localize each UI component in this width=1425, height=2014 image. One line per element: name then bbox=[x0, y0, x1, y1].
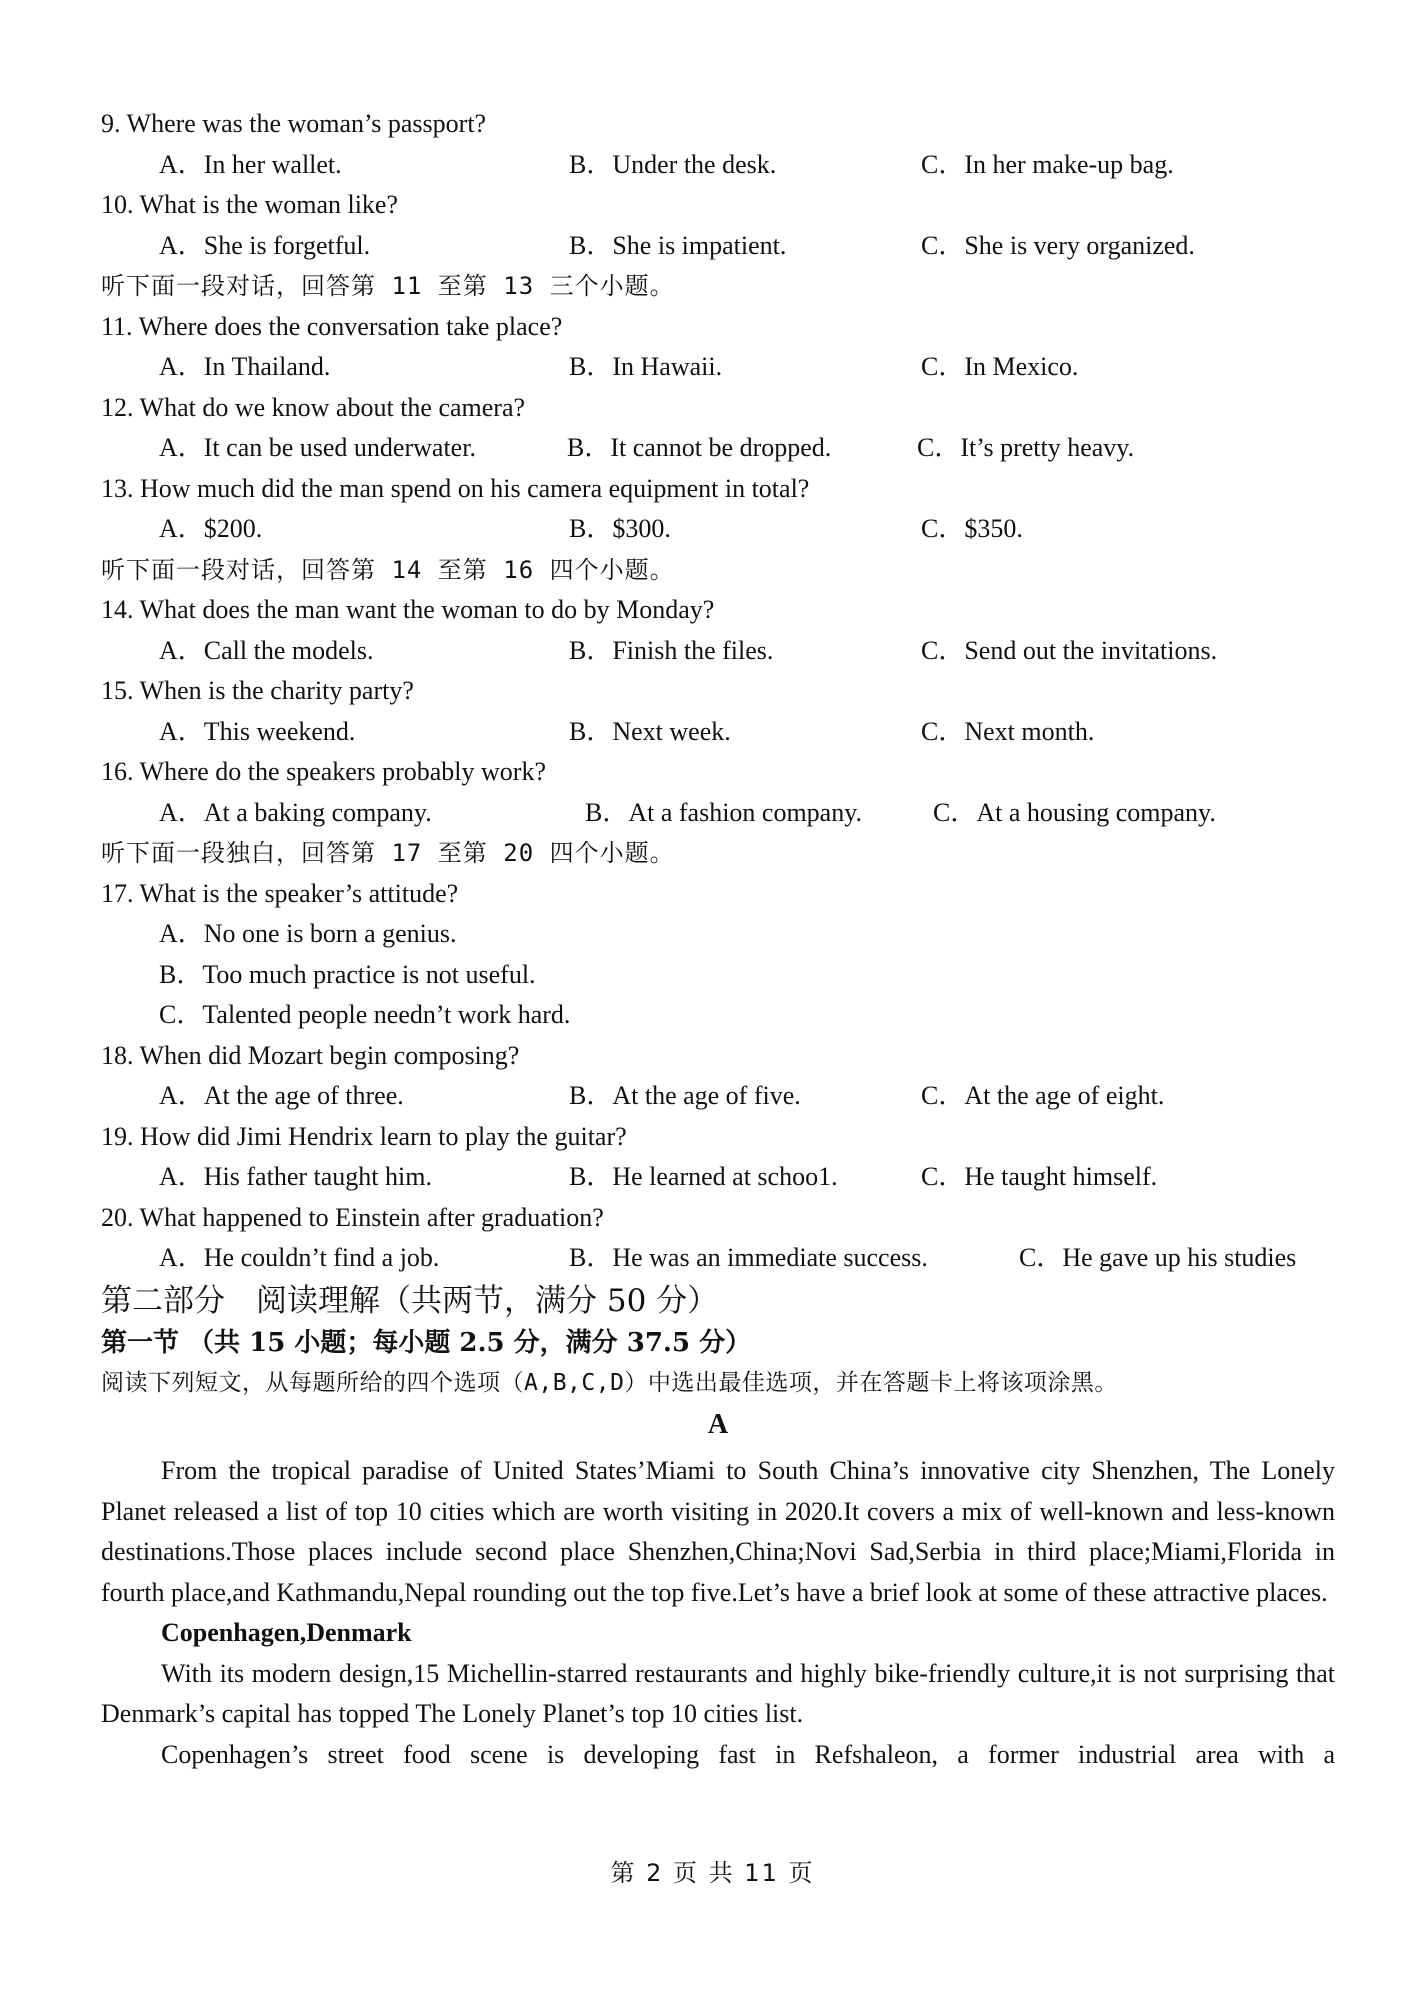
question-17: 17. What is the speaker’s attitude? bbox=[101, 878, 459, 908]
option-c: C．It’s pretty heavy. bbox=[917, 433, 1135, 462]
option-b: B．Next week. bbox=[569, 716, 731, 746]
option-a: A．At a baking company. bbox=[159, 797, 432, 827]
passage-paragraph-1: From the tropical paradise of United States’Miami to South China’s innovative city Shenzhen, The Lonely Planet released a list of top 10 cities which are worth visiting in 2020.It covers a mix of well-known and less-known destinations.Those places include second place Shenzhen,China;Novi Sad,Serbia in third place;Miami,Florida in fourth place,and Kathmandu,Nepal rounding out the top five.Let’s have a brief look at some of these attractive places. bbox=[101, 1456, 1335, 1607]
option-b: B．He was an immediate success. bbox=[569, 1243, 928, 1272]
option-b: B．In Hawaii. bbox=[569, 352, 723, 381]
option-a: A．In her wallet. bbox=[159, 149, 342, 179]
option-b: B．It cannot be dropped. bbox=[567, 433, 832, 462]
option-c: C．She is very organized. bbox=[921, 230, 1195, 260]
part-two-title: 第二部分 阅读理解（共两节，满分 50 分） bbox=[101, 1282, 719, 1319]
option-c: C．At the age of eight. bbox=[921, 1081, 1165, 1110]
reading-instruction: 阅读下列短文，从每题所给的四个选项（A,B,C,D）中选出最佳选项，并在答题卡上将该项涂黑。 bbox=[101, 1369, 1118, 1396]
option-c: C．At a housing company. bbox=[933, 797, 1216, 827]
question-11: 11. Where does the conversation take place? bbox=[101, 311, 563, 341]
instruction-14-16: 听下面一段对话，回答第 14 至第 16 四个小题。 bbox=[101, 555, 675, 584]
question-18: 18. When did Mozart begin composing? bbox=[101, 1040, 520, 1070]
question-12: 12. What do we know about the camera? bbox=[101, 392, 526, 422]
instruction-11-13: 听下面一段对话，回答第 11 至第 13 三个小题。 bbox=[101, 272, 675, 300]
option-a: A．He couldn’t find a job. bbox=[159, 1243, 440, 1272]
option-c: C．He gave up his studies bbox=[1019, 1243, 1297, 1272]
option-a: A．No one is born a genius. bbox=[159, 919, 457, 948]
question-12-options bbox=[101, 428, 1335, 469]
option-b: B．She is impatient. bbox=[569, 230, 787, 260]
question-16: 16. Where do the speakers probably work? bbox=[101, 757, 546, 786]
question-10: 10. What is the woman like? bbox=[101, 190, 399, 219]
option-c: C．In Mexico. bbox=[921, 352, 1079, 381]
page-content bbox=[101, 104, 1335, 1775]
option-b: B．$300. bbox=[569, 514, 671, 543]
passage-label: A bbox=[707, 1409, 729, 1440]
option-a: A．Call the models. bbox=[159, 635, 374, 665]
option-a: A．His father taught him. bbox=[159, 1162, 432, 1191]
question-20-options bbox=[101, 1238, 1335, 1279]
option-c: C．Next month. bbox=[921, 716, 1095, 746]
question-9-options bbox=[101, 145, 1335, 186]
question-13-options bbox=[101, 509, 1335, 550]
option-c: C．Talented people needn’t work hard. bbox=[159, 1000, 571, 1029]
option-a: A．It can be used underwater. bbox=[159, 433, 476, 462]
passage-paragraph-3: Copenhagen’s street food scene is developing fast in Refshaleon, a former industrial area with a bbox=[161, 1739, 1335, 1769]
question-19-options bbox=[101, 1157, 1335, 1198]
question-20: 20. What happened to Einstein after graduation? bbox=[101, 1202, 604, 1232]
instruction-17-20: 听下面一段独白，回答第 17 至第 20 四个小题。 bbox=[101, 839, 675, 867]
question-15: 15. When is the charity party? bbox=[101, 676, 414, 705]
question-9: 9. Where was the woman’s passport? bbox=[101, 109, 487, 138]
option-b: B．Under the desk. bbox=[569, 149, 777, 179]
option-a: A．This weekend. bbox=[159, 716, 356, 746]
option-b: B．At the age of five. bbox=[569, 1081, 801, 1110]
passage-subheading: Copenhagen,Denmark bbox=[161, 1618, 412, 1647]
question-10-options bbox=[101, 226, 1335, 267]
question-19: 19. How did Jimi Hendrix learn to play the guitar? bbox=[101, 1121, 627, 1151]
option-c: C．He taught himself. bbox=[921, 1162, 1158, 1191]
passage-paragraph-2: With its modern design,15 Michellin-starred restaurants and highly bike-friendly culture,it is not surprising that Denmark’s capital has topped The Lonely Planet’s top 10 cities list. bbox=[101, 1658, 1335, 1728]
question-16-options bbox=[101, 793, 1335, 834]
option-a: A．$200. bbox=[159, 514, 263, 543]
option-b: B．He learned at schoo1. bbox=[569, 1162, 838, 1191]
option-b: B．Finish the files. bbox=[569, 635, 774, 665]
option-b: B．At a fashion company. bbox=[585, 797, 863, 827]
question-14: 14. What does the man want the woman to do by Monday? bbox=[101, 595, 715, 624]
option-b: B．Too much practice is not useful. bbox=[159, 959, 536, 989]
option-c: C．Send out the invitations. bbox=[921, 635, 1218, 665]
question-15-options bbox=[101, 712, 1335, 753]
option-a: A．At the age of three. bbox=[159, 1081, 404, 1110]
option-a: A．She is forgetful. bbox=[159, 230, 371, 260]
question-14-options bbox=[101, 631, 1335, 672]
option-c: C．$350. bbox=[921, 514, 1023, 543]
section-one-title: 第一节 （共 15 小题；每小题 2.5 分，满分 37.5 分） bbox=[101, 1327, 752, 1358]
option-c: C．In her make-up bag. bbox=[921, 149, 1174, 179]
question-18-options bbox=[101, 1076, 1335, 1117]
question-13: 13. How much did the man spend on his camera equipment in total? bbox=[101, 473, 810, 503]
question-11-options bbox=[101, 347, 1335, 388]
page-number: 第 2 页 共 11 页 bbox=[610, 1859, 815, 1887]
option-a: A．In Thailand. bbox=[159, 352, 331, 381]
